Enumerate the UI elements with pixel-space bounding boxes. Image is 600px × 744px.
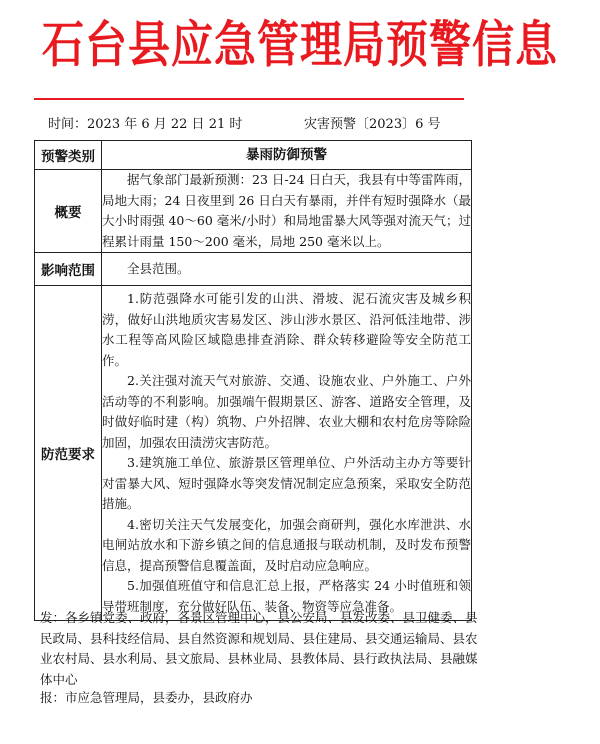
table-row-scope [35, 253, 472, 286]
overview-cell [102, 170, 472, 253]
category-label: 预警类别 [35, 141, 102, 170]
scope-label: 影响范围 [35, 253, 102, 286]
overview-text: 据气象部门最新预测：23 日-24 日白天，我县有中等雷阵雨，局地大雨；24 日夜里到 26 日白天有暴雨，并伴有短时强降水（最大小时雨强 40～60 毫米/小时）和局地雷暴大风等强对流天气；过程累计雨量 150～200 毫米，局地 250 毫米以上。 [102, 172, 471, 249]
table-row-measures [35, 286, 472, 621]
measure-item-3: 3.建筑施工单位、旅游景区管理单位、户外活动主办方等要针对雷暴大风、短时强降水等突发情况制定应急预案，采取安全防范措施。 [102, 455, 471, 511]
table-row-overview [35, 170, 472, 253]
distribution-text: 发：各乡镇党委、政府，各景区管理中心，县公安局、县发改委、县卫健委、县民政局、县科技经信局、县自然资源和规划局、县住建局、县交通运输局、县农业农村局、县水利局、县文旅局、县林业局、县教体局、县行政执法局、县融媒体中心 [40, 610, 478, 687]
measure-item-2: 2.关注强对流天气对旅游、交通、设施农业、户外施工、户外活动等的不利影响。加强端午假期景区、游客、道路安全管理，及时做好临时建（构）筑物、户外招牌、农业大棚和农村危房等除险加固，加强农田渍涝灾害防范。 [102, 373, 471, 450]
category-value: 暴雨防御预警 [102, 141, 472, 170]
overview-label: 概要 [35, 170, 102, 253]
scope-cell [102, 253, 472, 286]
issue-time: 时间：2023 年 6 月 22 日 21 时 [48, 117, 243, 132]
measure-item-1: 1.防范强降水可能引发的山洪、滑坡、泥石流灾害及城乡积涝，做好山洪地质灾害易发区、涉山涉水景区、沿河低洼地带、涉水工程等高风险区域隐患排查消除、群众转移避险等安全防范工作。 [102, 291, 471, 368]
measure-item-4: 4.密切关注天气发展变化，加强会商研判，强化水库泄洪、水电闸站放水和下游乡镇之间的信息通报与联动机制，及时发布预警信息，提高预警信息覆盖面，及时启动应急响应。 [102, 516, 471, 573]
scope-text: 全县范围。 [127, 260, 190, 276]
title-rule [34, 98, 464, 100]
distribution-list [40, 608, 480, 690]
measure-item-5: 5.加强值班值守和信息汇总上报，严格落实 24 小时值班和领导带班制度，充分做好队伍、装备、物资等应急准备。 [102, 578, 471, 614]
table-row-category [35, 141, 472, 170]
document-number: 灾害预警〔2023〕6 号 [304, 117, 441, 132]
warning-table [34, 140, 472, 621]
measures-cell [102, 286, 472, 621]
report-to: 报：市应急管理局，县委办，县政府办 [40, 690, 253, 705]
document-title: 石台县应急管理局预警信息 [41, 15, 558, 74]
measures-label: 防范要求 [35, 286, 102, 621]
